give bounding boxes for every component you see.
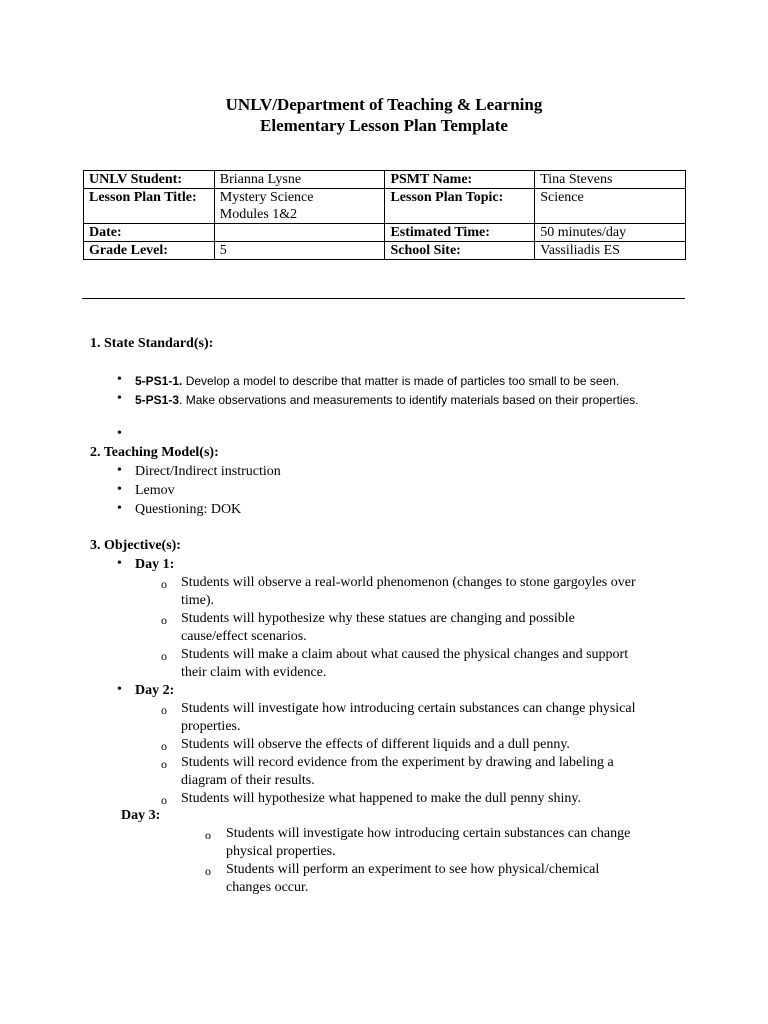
- objective-item: Students will hypothesize what happened to make the dull penny shiny.: [181, 791, 581, 806]
- bullet-icon: •: [117, 501, 122, 516]
- teaching-model-item: Direct/Indirect instruction: [135, 464, 281, 479]
- circle-bullet-icon: o: [205, 864, 211, 878]
- standard-item-2: [135, 393, 639, 407]
- student-value: Brianna Lysne: [214, 171, 385, 189]
- date-label: Date:: [84, 224, 215, 242]
- grade-label: Grade Level:: [84, 242, 215, 260]
- time-value: 50 minutes/day: [535, 224, 686, 242]
- objective-line: time).: [181, 593, 215, 608]
- day-3-label: Day 3:: [121, 808, 161, 823]
- objective-line: properties.: [181, 719, 241, 734]
- objective-item: [181, 574, 636, 610]
- site-value: Vassiliadis ES: [535, 242, 686, 260]
- time-label: Estimated Time:: [385, 224, 535, 242]
- bullet-icon: •: [117, 372, 122, 387]
- table-row: [84, 171, 686, 189]
- circle-bullet-icon: o: [205, 828, 211, 842]
- objective-line: Students will hypothesize why these statues are changing and possible: [181, 611, 575, 626]
- objective-item: [181, 610, 575, 646]
- objective-line: Students will investigate how introducing certain substances can change physical: [181, 701, 636, 716]
- table-row: [84, 224, 686, 242]
- date-value: [214, 224, 385, 242]
- title-value: [214, 189, 385, 224]
- psmt-value: Tina Stevens: [535, 171, 686, 189]
- bullet-icon: •: [117, 391, 122, 406]
- topic-value: Science: [535, 189, 686, 224]
- objective-line: their claim with evidence.: [181, 665, 327, 680]
- title-value-line-2: Modules 1&2: [219, 207, 298, 222]
- title-label: Lesson Plan Title:: [84, 189, 215, 224]
- table-row: [84, 189, 686, 224]
- objective-line: changes occur.: [226, 880, 309, 895]
- circle-bullet-icon: o: [161, 577, 167, 591]
- lesson-info-table: [83, 170, 686, 260]
- bullet-icon: •: [117, 426, 122, 441]
- objective-item: [226, 861, 599, 897]
- standard-text: . Make observations and measurements to identify materials based on their properties.: [179, 393, 639, 407]
- objective-line: Students will make a claim about what caused the physical changes and support: [181, 647, 629, 662]
- objective-item: Students will observe the effects of different liquids and a dull penny.: [181, 737, 570, 752]
- table-row: [84, 242, 686, 260]
- grade-value: 5: [214, 242, 385, 260]
- objective-line: Students will investigate how introducing certain substances can change: [226, 826, 631, 841]
- teaching-models-heading: 2. Teaching Model(s):: [90, 445, 219, 460]
- circle-bullet-icon: o: [161, 793, 167, 807]
- objective-line: Students will perform an experiment to see how physical/chemical: [226, 862, 600, 877]
- bullet-icon: •: [117, 682, 122, 697]
- objectives-heading: 3. Objective(s):: [90, 538, 181, 553]
- objective-line: Students will observe a real-world phenomenon (changes to stone gargoyles over: [181, 575, 636, 590]
- teaching-model-item: Lemov: [135, 483, 175, 498]
- bullet-icon: •: [117, 556, 122, 571]
- day-2-label: Day 2:: [135, 683, 175, 698]
- title-line-2: Elementary Lesson Plan Template: [260, 116, 508, 135]
- objective-line: cause/effect scenarios.: [181, 629, 307, 644]
- objective-line: physical properties.: [226, 844, 336, 859]
- circle-bullet-icon: o: [161, 649, 167, 663]
- objective-line: diagram of their results.: [181, 773, 315, 788]
- title-value-line-1: Mystery Science: [219, 190, 314, 205]
- standard-text: Develop a model to describe that matter is made of particles too small to be seen.: [182, 374, 620, 388]
- teaching-model-item: Questioning: DOK: [135, 502, 242, 517]
- document-title: [0, 94, 768, 136]
- standard-code: 5-PS1-3: [135, 393, 180, 407]
- standard-code: 5-PS1-1.: [135, 374, 183, 388]
- bullet-icon: •: [117, 463, 122, 478]
- title-line-1: UNLV/Department of Teaching & Learning: [225, 95, 543, 114]
- objective-item: [226, 825, 630, 861]
- objective-item: [181, 646, 628, 682]
- circle-bullet-icon: o: [161, 757, 167, 771]
- site-label: School Site:: [385, 242, 535, 260]
- standard-item-1: [135, 374, 619, 388]
- student-label: UNLV Student:: [84, 171, 215, 189]
- horizontal-divider: [82, 298, 685, 299]
- circle-bullet-icon: o: [161, 613, 167, 627]
- circle-bullet-icon: o: [161, 703, 167, 717]
- psmt-label: PSMT Name:: [385, 171, 535, 189]
- topic-label: Lesson Plan Topic:: [385, 189, 535, 224]
- objective-item: [181, 700, 636, 736]
- objective-item: [181, 754, 614, 790]
- day-1-label: Day 1:: [135, 557, 175, 572]
- circle-bullet-icon: o: [161, 739, 167, 753]
- bullet-icon: •: [117, 482, 122, 497]
- objective-line: Students will record evidence from the experiment by drawing and labeling a: [181, 755, 614, 770]
- standards-heading: 1. State Standard(s):: [90, 336, 214, 351]
